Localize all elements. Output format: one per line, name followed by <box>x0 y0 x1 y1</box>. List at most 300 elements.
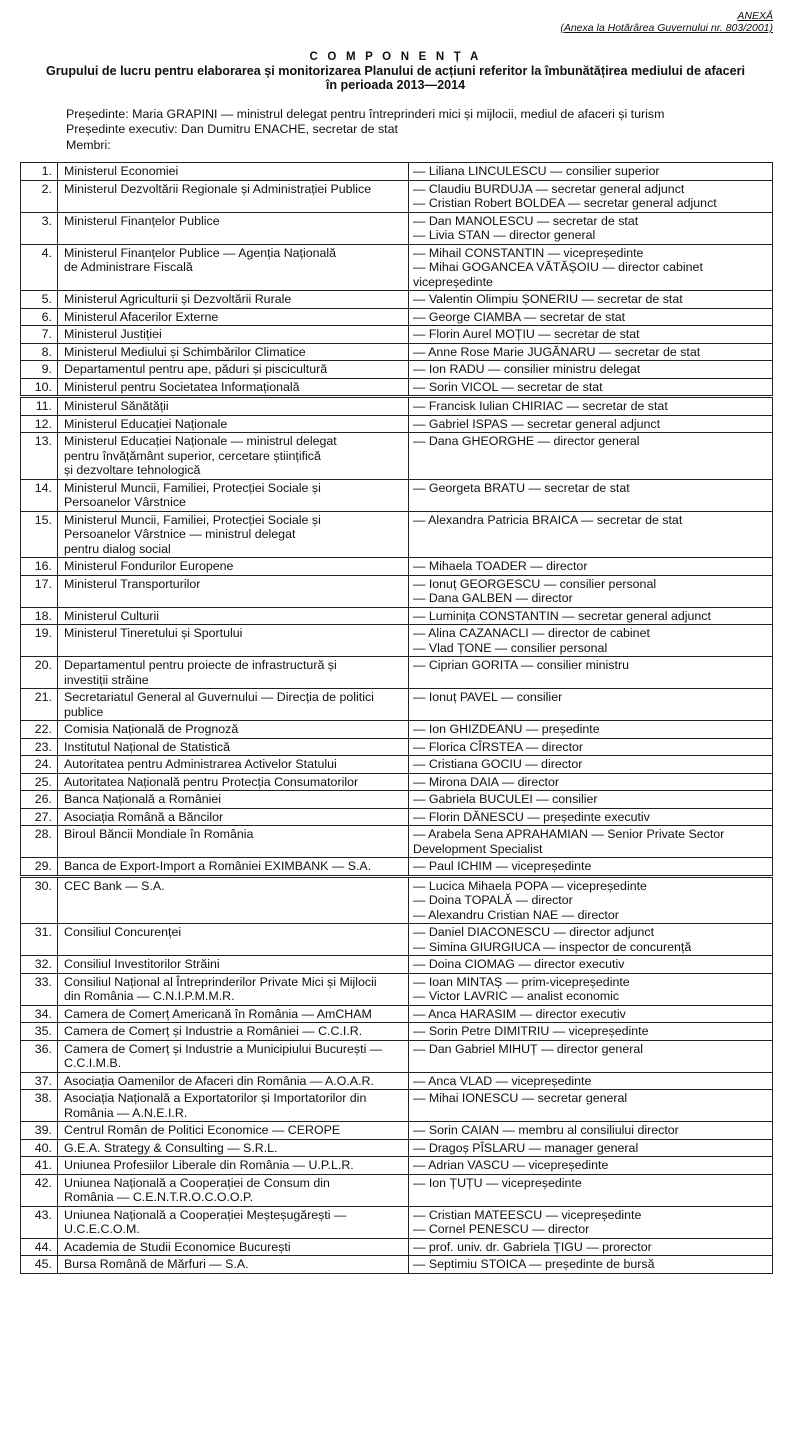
member-line: — Mihai GOGANCEA VĂTĂȘOIU — director cabinet <box>413 260 703 274</box>
table-row <box>21 956 773 974</box>
member-cell <box>409 378 773 397</box>
institution-name-line: Ministerul Afacerilor Externe <box>64 309 219 324</box>
institution-cell <box>58 826 409 858</box>
member-line: — Cornel PENESCU — director <box>413 1222 590 1236</box>
member-line: — Alexandra Patricia BRAICA — secretar de stat <box>413 512 683 527</box>
institution-name-line: Ministerul Sănătății <box>64 399 169 413</box>
member-line: — Francisk Iulian CHIRIAC — secretar de stat <box>413 399 668 413</box>
institution-name-line: Ministerul Finanțelor Publice — Agenția Națională <box>64 245 337 260</box>
row-number: 32. <box>21 956 58 974</box>
institution-name-line: Academia de Studii Economice București <box>64 1239 291 1254</box>
institution-name-line: Ministerul Culturii <box>64 608 160 623</box>
table-row <box>21 738 773 756</box>
table-row <box>21 308 773 326</box>
institution-cell <box>58 575 409 607</box>
members-table-wrapper <box>20 162 773 1274</box>
member-line: — Dana GALBEN — director <box>413 591 573 605</box>
title-heading: C O M P O N E N Ț A <box>309 51 482 63</box>
institution-name-line: Banca de Export-Import a României EXIMBANK — S.A. <box>64 859 372 873</box>
institution-cell <box>58 163 409 181</box>
institution-name-line: Uniunea Profesiilor Liberale din România — U.P.L.R. <box>64 1158 354 1172</box>
institution-name-line: Ministerul Muncii, Familiei, Protecției Sociale și <box>64 512 321 527</box>
row-number: 11. <box>21 397 58 416</box>
member-cell <box>409 791 773 809</box>
table-row <box>21 1238 773 1256</box>
member-line: — Anca HARASIM — director executiv <box>413 1006 626 1021</box>
institution-name-line: Ministerul Tineretului și Sportului <box>64 626 243 640</box>
institution-cell <box>58 308 409 326</box>
institution-cell <box>58 326 409 344</box>
table-row <box>21 511 773 558</box>
row-number: 31. <box>21 924 58 956</box>
institution-name-line: Institutul Național de Statistică <box>64 739 230 754</box>
table-row <box>21 575 773 607</box>
table-row <box>21 607 773 625</box>
member-cell <box>409 689 773 721</box>
institution-name-line: Autoritatea Națională pentru Protecția Consumatorilor <box>64 774 359 789</box>
member-cell <box>409 858 773 877</box>
institution-cell <box>58 973 409 1005</box>
row-number: 6. <box>21 308 58 326</box>
member-cell <box>409 479 773 511</box>
table-row <box>21 1005 773 1023</box>
member-cell <box>409 1072 773 1090</box>
row-number: 25. <box>21 773 58 791</box>
member-cell <box>409 826 773 858</box>
member-cell <box>409 1040 773 1072</box>
annex-header <box>560 10 773 34</box>
institution-cell <box>58 1090 409 1122</box>
members-label: Membri: <box>66 137 111 152</box>
institution-cell <box>58 1139 409 1157</box>
table-row <box>21 326 773 344</box>
table-row <box>21 163 773 181</box>
institution-name-line: Ministerul Mediului și Schimbărilor Climatice <box>64 344 306 359</box>
member-line: — Alexandru Cristian NAE — director <box>413 907 619 922</box>
institution-cell <box>58 1157 409 1175</box>
member-line: — Luminița CONSTANTIN — secretar general adjunct <box>413 608 711 623</box>
institution-name-line: Ministerul Finanțelor Publice <box>64 213 220 228</box>
member-cell <box>409 180 773 212</box>
institution-cell <box>58 558 409 576</box>
institution-cell <box>58 1174 409 1206</box>
institution-name-line: Ministerul Transporturilor <box>64 576 201 591</box>
member-cell <box>409 212 773 244</box>
institution-cell <box>58 808 409 826</box>
row-number: 35. <box>21 1023 58 1041</box>
member-cell <box>409 1174 773 1206</box>
member-cell <box>409 163 773 181</box>
member-line: — Mihaela TOADER — director <box>413 559 588 573</box>
table-row <box>21 180 773 212</box>
member-line: — prof. univ. dr. Gabriela ȚIGU — prorector <box>413 1239 652 1254</box>
member-line: — Simina GIURGIUCA — inspector de concurență <box>413 939 692 954</box>
institution-name-line: Banca Națională a României <box>64 792 222 806</box>
table-row <box>21 212 773 244</box>
member-line: — Dan MANOLESCU — secretar de stat <box>413 213 639 228</box>
member-cell <box>409 973 773 1005</box>
table-row <box>21 343 773 361</box>
member-cell <box>409 956 773 974</box>
row-number: 12. <box>21 415 58 433</box>
member-line: — Gabriel ISPAS — secretar general adjunct <box>413 416 661 431</box>
row-number: 3. <box>21 212 58 244</box>
institution-name-line: Consiliul Investitorilor Străini <box>64 957 220 971</box>
institution-cell <box>58 1256 409 1274</box>
title-period: în perioada 2013—2014 <box>325 78 466 92</box>
row-number: 5. <box>21 291 58 309</box>
member-line: — Florin DĂNESCU — președinte executiv <box>413 809 650 824</box>
member-line: — Alina CAZANACLI — director de cabinet <box>413 626 650 640</box>
institution-name-line: Camera de Comerț și Industrie a Municipiului București — <box>64 1041 383 1056</box>
member-line: — Ioan MINTAȘ — prim-vicepreședinte <box>413 974 630 989</box>
table-row <box>21 1157 773 1175</box>
member-line: — Cristiana GOCIU — director <box>413 757 583 771</box>
institution-name-line: Departamentul pentru proiecte de infrastructură și <box>64 658 337 672</box>
member-cell <box>409 415 773 433</box>
institution-name-line: Asociația Oamenilor de Afaceri din România — A.O.A.R. <box>64 1073 374 1088</box>
row-number: 20. <box>21 657 58 689</box>
member-line: — Florin Aurel MOȚIU — secretar de stat <box>413 327 640 341</box>
institution-cell <box>58 212 409 244</box>
member-line: — Livia STAN — director general <box>413 228 596 242</box>
member-line: — Daniel DIACONESCU — director adjunct <box>413 925 655 939</box>
intro-block <box>66 107 664 153</box>
document-title <box>0 50 791 92</box>
member-line: vicepreședinte <box>413 274 493 289</box>
member-line: — Ion ȚUȚU — vicepreședinte <box>413 1175 582 1190</box>
table-row <box>21 1072 773 1090</box>
institution-cell <box>58 791 409 809</box>
member-cell <box>409 657 773 689</box>
member-cell <box>409 1256 773 1274</box>
table-row <box>21 826 773 858</box>
member-cell <box>409 326 773 344</box>
row-number: 41. <box>21 1157 58 1175</box>
row-number: 21. <box>21 689 58 721</box>
member-line: — Doina CIOMAG — director executiv <box>413 957 625 971</box>
member-cell <box>409 291 773 309</box>
institution-cell <box>58 511 409 558</box>
row-number: 2. <box>21 180 58 212</box>
institution-name-line: U.C.E.C.O.M. <box>64 1222 140 1236</box>
row-number: 14. <box>21 479 58 511</box>
row-number: 16. <box>21 558 58 576</box>
institution-name-line: pentru dialog social <box>64 541 171 556</box>
institution-cell <box>58 738 409 756</box>
row-number: 10. <box>21 378 58 397</box>
institution-name-line: Consiliul Concurenței <box>64 925 182 939</box>
row-number: 18. <box>21 607 58 625</box>
member-line: — Septimiu STOICA — președinte de bursă <box>413 1257 655 1271</box>
institution-cell <box>58 1238 409 1256</box>
institution-name-line: Biroul Băncii Mondiale în România <box>64 827 254 841</box>
member-cell <box>409 1023 773 1041</box>
row-number: 9. <box>21 361 58 379</box>
institution-name-line: Consiliul Național al Întreprinderilor Private Mici și Mijlocii <box>64 974 377 989</box>
row-number: 44. <box>21 1238 58 1256</box>
member-line: — Claudiu BURDUJA — secretar general adjunct <box>413 181 685 196</box>
member-cell <box>409 1206 773 1238</box>
table-row <box>21 657 773 689</box>
table-row <box>21 791 773 809</box>
row-number: 8. <box>21 343 58 361</box>
row-number: 30. <box>21 876 58 924</box>
institution-name-line: Ministerul Dezvoltării Regionale și Administrației Publice <box>64 181 372 196</box>
title-subject: Grupului de lucru pentru elaborarea și monitorizarea Planului de acțiuni referitor la îmbunătățirea mediului de afaceri <box>45 64 746 78</box>
institution-name-line: Secretariatul General al Guvernului — Direcția de politici <box>64 690 374 704</box>
table-row <box>21 433 773 480</box>
member-line: — Sorin VICOL — secretar de stat <box>413 379 603 394</box>
member-cell <box>409 924 773 956</box>
row-number: 39. <box>21 1122 58 1140</box>
member-cell <box>409 343 773 361</box>
member-line: — Valentin Olimpiu ȘONERIU — secretar de stat <box>413 292 683 306</box>
institution-name-line: Persoanelor Vârstnice <box>64 495 186 509</box>
institution-name-line: Ministerul pentru Societatea Informațională <box>64 379 300 394</box>
row-number: 4. <box>21 244 58 291</box>
institution-name-line: Ministerul Agriculturii și Dezvoltării Rurale <box>64 292 292 306</box>
member-cell <box>409 756 773 774</box>
member-cell <box>409 511 773 558</box>
row-number: 19. <box>21 625 58 657</box>
member-cell <box>409 361 773 379</box>
institution-name-line: Autoritatea pentru Administrarea Activelor Statului <box>64 757 337 771</box>
row-number: 28. <box>21 826 58 858</box>
institution-cell <box>58 1005 409 1023</box>
member-line: — Mihail CONSTANTIN — vicepreședinte <box>413 245 644 260</box>
table-row <box>21 756 773 774</box>
member-line: — Doina TOPALĂ — director <box>413 893 573 907</box>
member-line: — Ionuț GEORGESCU — consilier personal <box>413 576 657 591</box>
institution-name-line: Centrul Român de Politici Economice — CEROPE <box>64 1123 341 1137</box>
table-row <box>21 808 773 826</box>
member-line: — Victor LAVRIC — analist economic <box>413 989 620 1003</box>
row-number: 22. <box>21 721 58 739</box>
member-cell <box>409 1157 773 1175</box>
member-cell <box>409 876 773 924</box>
row-number: 23. <box>21 738 58 756</box>
institution-cell <box>58 657 409 689</box>
table-row <box>21 1023 773 1041</box>
institution-name-line: Ministerul Muncii, Familiei, Protecției Sociale și <box>64 480 321 495</box>
row-number: 37. <box>21 1072 58 1090</box>
institution-cell <box>58 378 409 397</box>
member-line: — Dragoș PÎSLARU — manager general <box>413 1140 639 1155</box>
member-cell <box>409 773 773 791</box>
table-row <box>21 378 773 397</box>
institution-cell <box>58 1040 409 1072</box>
table-row <box>21 1139 773 1157</box>
member-cell <box>409 558 773 576</box>
member-line: — Mirona DAIA — director <box>413 774 559 789</box>
institution-cell <box>58 343 409 361</box>
members-table-body <box>21 163 773 1274</box>
institution-cell <box>58 625 409 657</box>
institution-name-line: Persoanelor Vârstnice — ministrul delegat <box>64 527 296 541</box>
member-cell <box>409 607 773 625</box>
member-line: — Liliana LINCULESCU — consilier superior <box>413 164 660 178</box>
institution-cell <box>58 361 409 379</box>
member-line: — Anne Rose Marie JUGĂNARU — secretar de stat <box>413 344 701 359</box>
institution-cell <box>58 876 409 924</box>
member-line: — Paul ICHIM — vicepreședinte <box>413 859 592 873</box>
institution-cell <box>58 858 409 877</box>
member-line: — Sorin CAIAN — membru al consiliului director <box>413 1123 679 1137</box>
table-row <box>21 721 773 739</box>
table-row <box>21 1090 773 1122</box>
member-cell <box>409 575 773 607</box>
member-line: — Gabriela BUCULEI — consilier <box>413 792 598 806</box>
institution-name-line: de Administrare Fiscală <box>64 260 193 274</box>
table-row <box>21 415 773 433</box>
institution-name-line: Camera de Comerț și Industrie a României — C.C.I.R. <box>64 1024 363 1038</box>
member-line: — Mihai IONESCU — secretar general <box>413 1091 628 1105</box>
row-number: 7. <box>21 326 58 344</box>
member-line: — Cristian Robert BOLDEA — secretar general adjunct <box>413 196 717 210</box>
institution-name-line: Ministerul Educației Naționale <box>64 416 228 431</box>
member-line: — Ion GHIZDEANU — președinte <box>413 722 600 736</box>
table-row <box>21 689 773 721</box>
institution-cell <box>58 1206 409 1238</box>
table-row <box>21 773 773 791</box>
institution-name-line: Ministerul Economiei <box>64 164 179 178</box>
table-row <box>21 244 773 291</box>
institution-cell <box>58 180 409 212</box>
institution-cell <box>58 721 409 739</box>
institution-name-line: Comisia Națională de Prognoză <box>64 722 239 736</box>
institution-name-line: Uniunea Națională a Cooperației de Consum din <box>64 1175 330 1190</box>
institution-name-line: publice <box>64 704 104 719</box>
institution-cell <box>58 397 409 416</box>
row-number: 36. <box>21 1040 58 1072</box>
institution-name-line: pentru învățământ superior, cercetare științifică <box>64 448 321 463</box>
row-number: 40. <box>21 1139 58 1157</box>
member-cell <box>409 625 773 657</box>
institution-name-line: G.E.A. Strategy & Consulting — S.R.L. <box>64 1140 278 1155</box>
institution-cell <box>58 773 409 791</box>
member-line: — Dan Gabriel MIHUȚ — director general <box>413 1041 643 1056</box>
table-row <box>21 558 773 576</box>
member-line: — Florica CÎRSTEA — director <box>413 739 584 754</box>
institution-name-line: Camera de Comerț Americană în România — AmCHAM <box>64 1006 372 1021</box>
institution-name-line: C.C.I.M.B. <box>64 1056 122 1070</box>
member-line: — Sorin Petre DIMITRIU — vicepreședinte <box>413 1024 649 1038</box>
member-line: — Lucica Mihaela POPA — vicepreședinte <box>413 878 647 893</box>
institution-name-line: România — C.E.N.T.R.O.C.O.O.P. <box>64 1190 254 1204</box>
table-row <box>21 858 773 877</box>
institution-name-line: Ministerul Fondurilor Europene <box>64 559 234 573</box>
row-number: 38. <box>21 1090 58 1122</box>
row-number: 26. <box>21 791 58 809</box>
member-line: — Anca VLAD — vicepreședinte <box>413 1073 592 1088</box>
table-row <box>21 924 773 956</box>
member-cell <box>409 244 773 291</box>
institution-cell <box>58 956 409 974</box>
member-cell <box>409 738 773 756</box>
row-number: 29. <box>21 858 58 877</box>
member-cell <box>409 721 773 739</box>
row-number: 43. <box>21 1206 58 1238</box>
member-line: — Cristian MATEESCU — vicepreședinte <box>413 1207 642 1222</box>
member-line: — George CIAMBA — secretar de stat <box>413 309 626 324</box>
member-line: — Ion RADU — consilier ministru delegat <box>413 362 641 376</box>
institution-cell <box>58 244 409 291</box>
table-row <box>21 876 773 924</box>
institution-cell <box>58 1023 409 1041</box>
institution-cell <box>58 924 409 956</box>
executive-president-line: Președinte executiv: Dan Dumitru ENACHE, secretar de stat <box>66 122 398 137</box>
member-line: Development Specialist <box>413 841 543 856</box>
table-row <box>21 625 773 657</box>
institution-name-line: și dezvoltare tehnologică <box>64 463 201 477</box>
member-line: — Georgeta BRATU — secretar de stat <box>413 480 630 495</box>
institution-name-line: CEC Bank — S.A. <box>64 878 165 893</box>
institution-name-line: România — A.N.E.I.R. <box>64 1105 188 1120</box>
member-cell <box>409 1139 773 1157</box>
table-row <box>21 361 773 379</box>
row-number: 17. <box>21 575 58 607</box>
member-cell <box>409 1122 773 1140</box>
member-line: — Ionuț PAVEL — consilier <box>413 690 563 704</box>
row-number: 24. <box>21 756 58 774</box>
institution-cell <box>58 433 409 480</box>
member-cell <box>409 397 773 416</box>
member-line: — Adrian VASCU — vicepreședinte <box>413 1158 609 1172</box>
institution-name-line: Ministerul Justiției <box>64 327 162 341</box>
member-cell <box>409 808 773 826</box>
table-row <box>21 1206 773 1238</box>
institution-name-line: Uniunea Națională a Cooperației Meșteșugărești — <box>64 1207 347 1222</box>
member-cell <box>409 308 773 326</box>
annex-label: ANEXĂ <box>737 10 773 22</box>
institution-name-line: Asociația Națională a Exportatorilor și Importatorilor din <box>64 1091 367 1105</box>
table-row <box>21 1040 773 1072</box>
row-number: 1. <box>21 163 58 181</box>
table-row <box>21 973 773 1005</box>
institution-name-line: investiții străine <box>64 672 149 687</box>
table-row <box>21 1256 773 1274</box>
table-row <box>21 1122 773 1140</box>
institution-cell <box>58 1072 409 1090</box>
member-cell <box>409 433 773 480</box>
row-number: 33. <box>21 973 58 1005</box>
institution-name-line: Ministerul Educației Naționale — ministrul delegat <box>64 434 337 448</box>
institution-cell <box>58 756 409 774</box>
institution-name-line: din România — C.N.I.P.M.M.R. <box>64 989 235 1003</box>
institution-cell <box>58 479 409 511</box>
institution-name-line: Bursa Română de Mărfuri — S.A. <box>64 1257 249 1271</box>
institution-cell <box>58 607 409 625</box>
institution-name-line: Asociația Română a Băncilor <box>64 809 224 824</box>
member-line: — Vlad ȚONE — consilier personal <box>413 640 608 655</box>
table-row <box>21 397 773 416</box>
members-table <box>20 162 773 1274</box>
institution-name-line: Departamentul pentru ape, păduri și piscicultură <box>64 362 328 376</box>
table-row <box>21 1174 773 1206</box>
member-cell <box>409 1238 773 1256</box>
institution-cell <box>58 415 409 433</box>
row-number: 13. <box>21 433 58 480</box>
row-number: 15. <box>21 511 58 558</box>
table-row <box>21 291 773 309</box>
member-line: — Ciprian GORITA — consilier ministru <box>413 658 629 672</box>
institution-cell <box>58 291 409 309</box>
president-line: Președinte: Maria GRAPINI — ministrul delegat pentru întreprinderi mici și mijlocii, mediul de afaceri și turism <box>66 107 665 121</box>
member-cell <box>409 1005 773 1023</box>
member-cell <box>409 1090 773 1122</box>
row-number: 27. <box>21 808 58 826</box>
